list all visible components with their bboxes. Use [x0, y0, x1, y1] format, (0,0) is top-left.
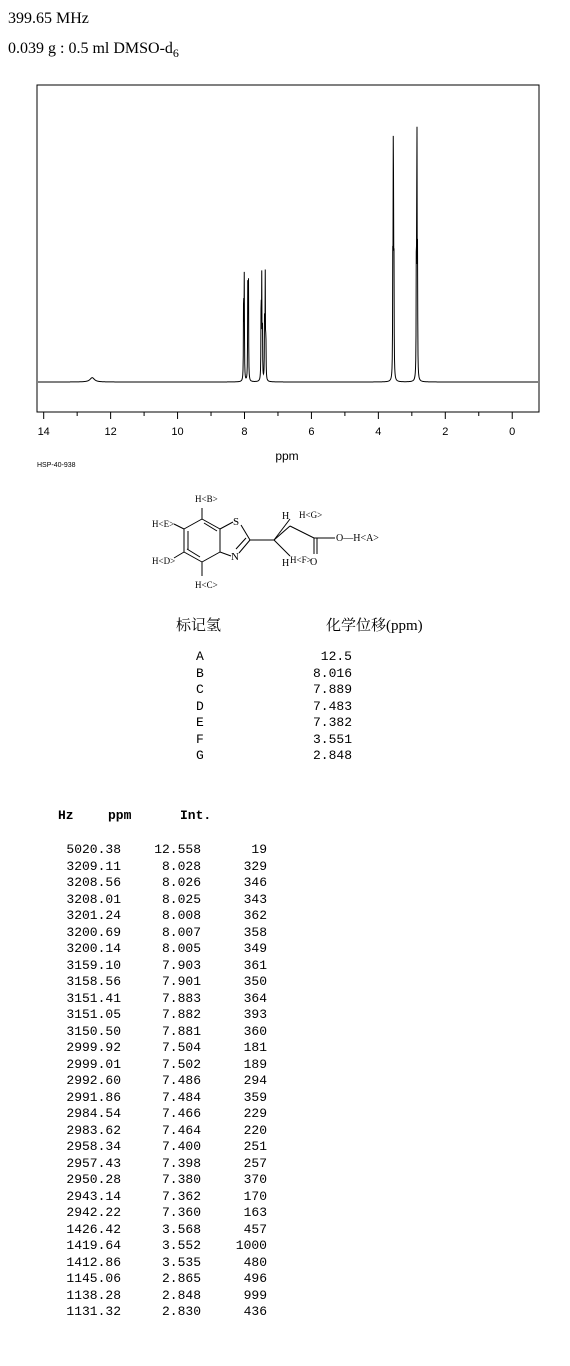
peak-hz: 3209.11	[66, 858, 121, 874]
peak-hz: 1412.86	[66, 1254, 121, 1270]
label-h-2: H	[282, 558, 290, 569]
peak-ppm: 7.881	[161, 1023, 201, 1039]
label-h-b: H<B>	[195, 494, 218, 504]
peak-row	[55, 1040, 267, 1057]
assignment-table	[196, 649, 352, 765]
x-axis-label: ppm	[275, 449, 299, 463]
peak-int: 257	[243, 1155, 267, 1171]
peak-ppm: 7.380	[161, 1172, 201, 1187]
peak-hz: 1426.42	[66, 1221, 121, 1237]
peak-ppm: 8.008	[161, 908, 201, 923]
x-axis-ticks	[44, 412, 513, 419]
x-tick-label: 10	[171, 426, 184, 438]
peak-row	[55, 1106, 267, 1123]
assignment-shift: 12.5	[320, 649, 352, 664]
peak-hz: 2983.62	[66, 1122, 121, 1138]
peak-ppm: 8.025	[161, 891, 201, 907]
peak-row	[55, 974, 267, 991]
peak-hz: 2999.92	[66, 1040, 121, 1055]
peak-int: 370	[243, 1172, 267, 1187]
peak-row	[55, 892, 267, 909]
peak-hz: 2984.54	[66, 1106, 121, 1121]
assignment-row	[196, 715, 352, 732]
peak-row	[55, 859, 267, 876]
molecule-structure	[140, 488, 420, 600]
peak-row	[55, 842, 267, 859]
peak-hz: 5020.38	[66, 842, 121, 857]
assignment-shift: 7.382	[312, 715, 352, 730]
peak-int: 436	[243, 1304, 267, 1319]
nmr-spectrum-chart	[0, 0, 570, 470]
assignment-shift: 7.889	[312, 682, 352, 697]
sample-subscript: 6	[172, 46, 179, 61]
peak-ppm: 2.830	[161, 1304, 201, 1319]
peak-hz: 3151.41	[66, 990, 121, 1006]
x-tick-label: 12	[104, 426, 117, 438]
assignment-shift: 3.551	[312, 731, 352, 747]
peak-ppm: 7.883	[161, 990, 201, 1006]
peak-hz: 3208.56	[66, 875, 121, 890]
label-sulfur: S	[233, 516, 240, 528]
peak-int: 1000	[235, 1238, 267, 1253]
assignment-label: E	[196, 715, 204, 730]
x-tick-label: 6	[308, 426, 315, 438]
peak-int: 360	[243, 1023, 267, 1039]
peak-ppm: 2.865	[161, 1271, 201, 1286]
label-oh-a: O—H<A>	[336, 533, 379, 544]
assignment-label: A	[196, 649, 204, 664]
peak-int: 359	[243, 1089, 267, 1105]
peak-hz: 1419.64	[66, 1238, 121, 1253]
assignment-row	[196, 649, 352, 666]
peak-table	[55, 842, 267, 1321]
peak-int: 170	[243, 1188, 267, 1204]
assignment-shift-header: 化学位移(ppm)	[326, 618, 423, 634]
assignment-label: G	[196, 748, 204, 763]
peak-ppm: 8.026	[161, 875, 201, 890]
assignment-label: C	[196, 682, 204, 697]
label-h-1: H	[282, 511, 290, 522]
peak-ppm: 8.028	[161, 858, 201, 874]
plot-frame	[37, 85, 539, 412]
peak-header-hz: Hz	[58, 808, 74, 823]
peak-int: 393	[243, 1007, 267, 1022]
spectrometer-frequency: 399.65 MHz	[8, 10, 89, 27]
peak-table-header	[58, 808, 211, 823]
peak-row	[55, 1304, 267, 1321]
peak-int: 346	[243, 875, 267, 890]
peak-hz: 2999.01	[66, 1056, 121, 1072]
peak-int: 19	[251, 842, 267, 857]
peak-header-int: Int.	[180, 808, 212, 823]
assignment-row	[196, 666, 352, 683]
peak-hz: 2992.60	[66, 1073, 121, 1088]
peak-row	[55, 1271, 267, 1288]
peak-int: 496	[243, 1271, 267, 1286]
assignment-row	[196, 732, 352, 749]
assignment-label-header: 标记氢	[176, 618, 222, 634]
peak-hz: 3151.05	[66, 1007, 121, 1022]
assignment-label: D	[196, 698, 204, 714]
peak-int: 480	[243, 1254, 267, 1270]
label-h-d: H<D>	[152, 556, 176, 566]
label-oxygen: O	[310, 557, 318, 568]
peak-row	[55, 1139, 267, 1156]
peak-hz: 2950.28	[66, 1172, 121, 1187]
peak-hz: 3200.69	[66, 924, 121, 940]
label-h-f: H<F>	[290, 555, 312, 565]
peak-ppm: 7.486	[161, 1073, 201, 1088]
peak-hz: 2991.86	[66, 1089, 121, 1105]
x-axis-tick-labels	[38, 426, 516, 438]
peak-int: 350	[243, 974, 267, 989]
peak-row	[55, 1172, 267, 1189]
peak-int: 361	[243, 957, 267, 973]
peak-row	[55, 958, 267, 975]
assignment-row	[196, 748, 352, 765]
peak-hz: 1145.06	[66, 1271, 121, 1286]
spectrum-code: HSP-40-938	[37, 462, 76, 469]
peak-row	[55, 1024, 267, 1041]
peak-row	[55, 991, 267, 1008]
peak-hz: 2942.22	[66, 1205, 121, 1220]
peak-hz: 3200.14	[66, 941, 121, 956]
assignment-label: B	[196, 665, 204, 681]
peak-row	[55, 1189, 267, 1206]
peak-row	[55, 1288, 267, 1305]
peak-ppm: 7.464	[161, 1122, 201, 1138]
peak-int: 329	[243, 858, 267, 874]
peak-hz: 2943.14	[66, 1188, 121, 1204]
peak-row	[55, 1205, 267, 1222]
peak-row	[55, 1238, 267, 1255]
spectrum-trace	[38, 127, 538, 382]
peak-ppm: 8.005	[161, 941, 201, 956]
peak-hz: 2957.43	[66, 1155, 121, 1171]
peak-ppm: 7.398	[161, 1155, 201, 1171]
x-tick-label: 0	[509, 426, 516, 438]
peak-row	[55, 1057, 267, 1074]
peak-row	[55, 1007, 267, 1024]
assignment-row	[196, 699, 352, 716]
peak-int: 362	[243, 908, 267, 923]
peak-hz: 3150.50	[66, 1023, 121, 1039]
peak-int: 999	[243, 1287, 267, 1303]
peak-ppm: 2.848	[161, 1287, 201, 1303]
peak-int: 220	[243, 1122, 267, 1138]
label-h-c: H<C>	[195, 580, 218, 590]
peak-ppm: 7.400	[161, 1139, 201, 1154]
peak-ppm: 7.362	[161, 1188, 201, 1204]
peak-ppm: 7.466	[161, 1106, 201, 1121]
peak-ppm: 7.504	[161, 1040, 201, 1055]
peak-int: 251	[243, 1139, 267, 1154]
peak-row	[55, 1255, 267, 1272]
assignment-shift: 2.848	[312, 748, 352, 763]
peak-int: 294	[243, 1073, 267, 1088]
peak-hz: 3159.10	[66, 957, 121, 973]
peak-hz: 1138.28	[66, 1287, 121, 1303]
x-tick-label: 14	[37, 426, 50, 438]
peak-ppm: 3.535	[161, 1254, 201, 1270]
assignment-shift: 8.016	[312, 665, 352, 681]
assignment-row	[196, 682, 352, 699]
peak-row	[55, 1156, 267, 1173]
peak-row	[55, 875, 267, 892]
peak-ppm: 3.568	[161, 1221, 201, 1237]
peak-ppm: 8.007	[161, 924, 201, 940]
peak-row	[55, 1123, 267, 1140]
peak-ppm: 12.558	[154, 842, 201, 857]
peak-int: 189	[243, 1056, 267, 1072]
label-nitrogen: N	[231, 551, 239, 563]
peak-row	[55, 941, 267, 958]
peak-int: 364	[243, 990, 267, 1006]
peak-ppm: 7.903	[161, 957, 201, 973]
peak-hz: 3158.56	[66, 974, 121, 989]
peak-hz: 1131.32	[66, 1304, 121, 1319]
peak-ppm: 3.552	[161, 1238, 201, 1253]
peak-ppm: 7.484	[161, 1089, 201, 1105]
sample-text: 0.039 g : 0.5 ml DMSO-d	[8, 40, 173, 57]
peak-hz: 3201.24	[66, 908, 121, 923]
peak-row	[55, 1090, 267, 1107]
peak-hz: 3208.01	[66, 891, 121, 907]
peak-row	[55, 1073, 267, 1090]
peak-ppm: 7.882	[161, 1007, 201, 1022]
assignment-label: F	[196, 731, 204, 747]
peak-ppm: 7.360	[161, 1205, 201, 1220]
peak-int: 343	[243, 891, 267, 907]
peak-row	[55, 1222, 267, 1239]
peak-row	[55, 925, 267, 942]
label-h-g: H<G>	[299, 510, 323, 520]
assignment-shift: 7.483	[312, 698, 352, 714]
x-tick-label: 2	[442, 426, 449, 438]
peak-int: 229	[243, 1106, 267, 1121]
peak-row	[55, 908, 267, 925]
peak-int: 457	[243, 1221, 267, 1237]
label-h-e: H<E>	[152, 519, 175, 529]
peak-ppm: 7.901	[161, 974, 201, 989]
peak-hz: 2958.34	[66, 1139, 121, 1154]
x-tick-label: 8	[241, 426, 248, 438]
peak-int: 181	[243, 1040, 267, 1055]
peak-int: 358	[243, 924, 267, 940]
peak-int: 349	[243, 941, 267, 956]
x-tick-label: 4	[375, 426, 382, 438]
peak-header-ppm: ppm	[108, 808, 132, 823]
peak-int: 163	[243, 1205, 267, 1220]
peak-ppm: 7.502	[161, 1056, 201, 1072]
